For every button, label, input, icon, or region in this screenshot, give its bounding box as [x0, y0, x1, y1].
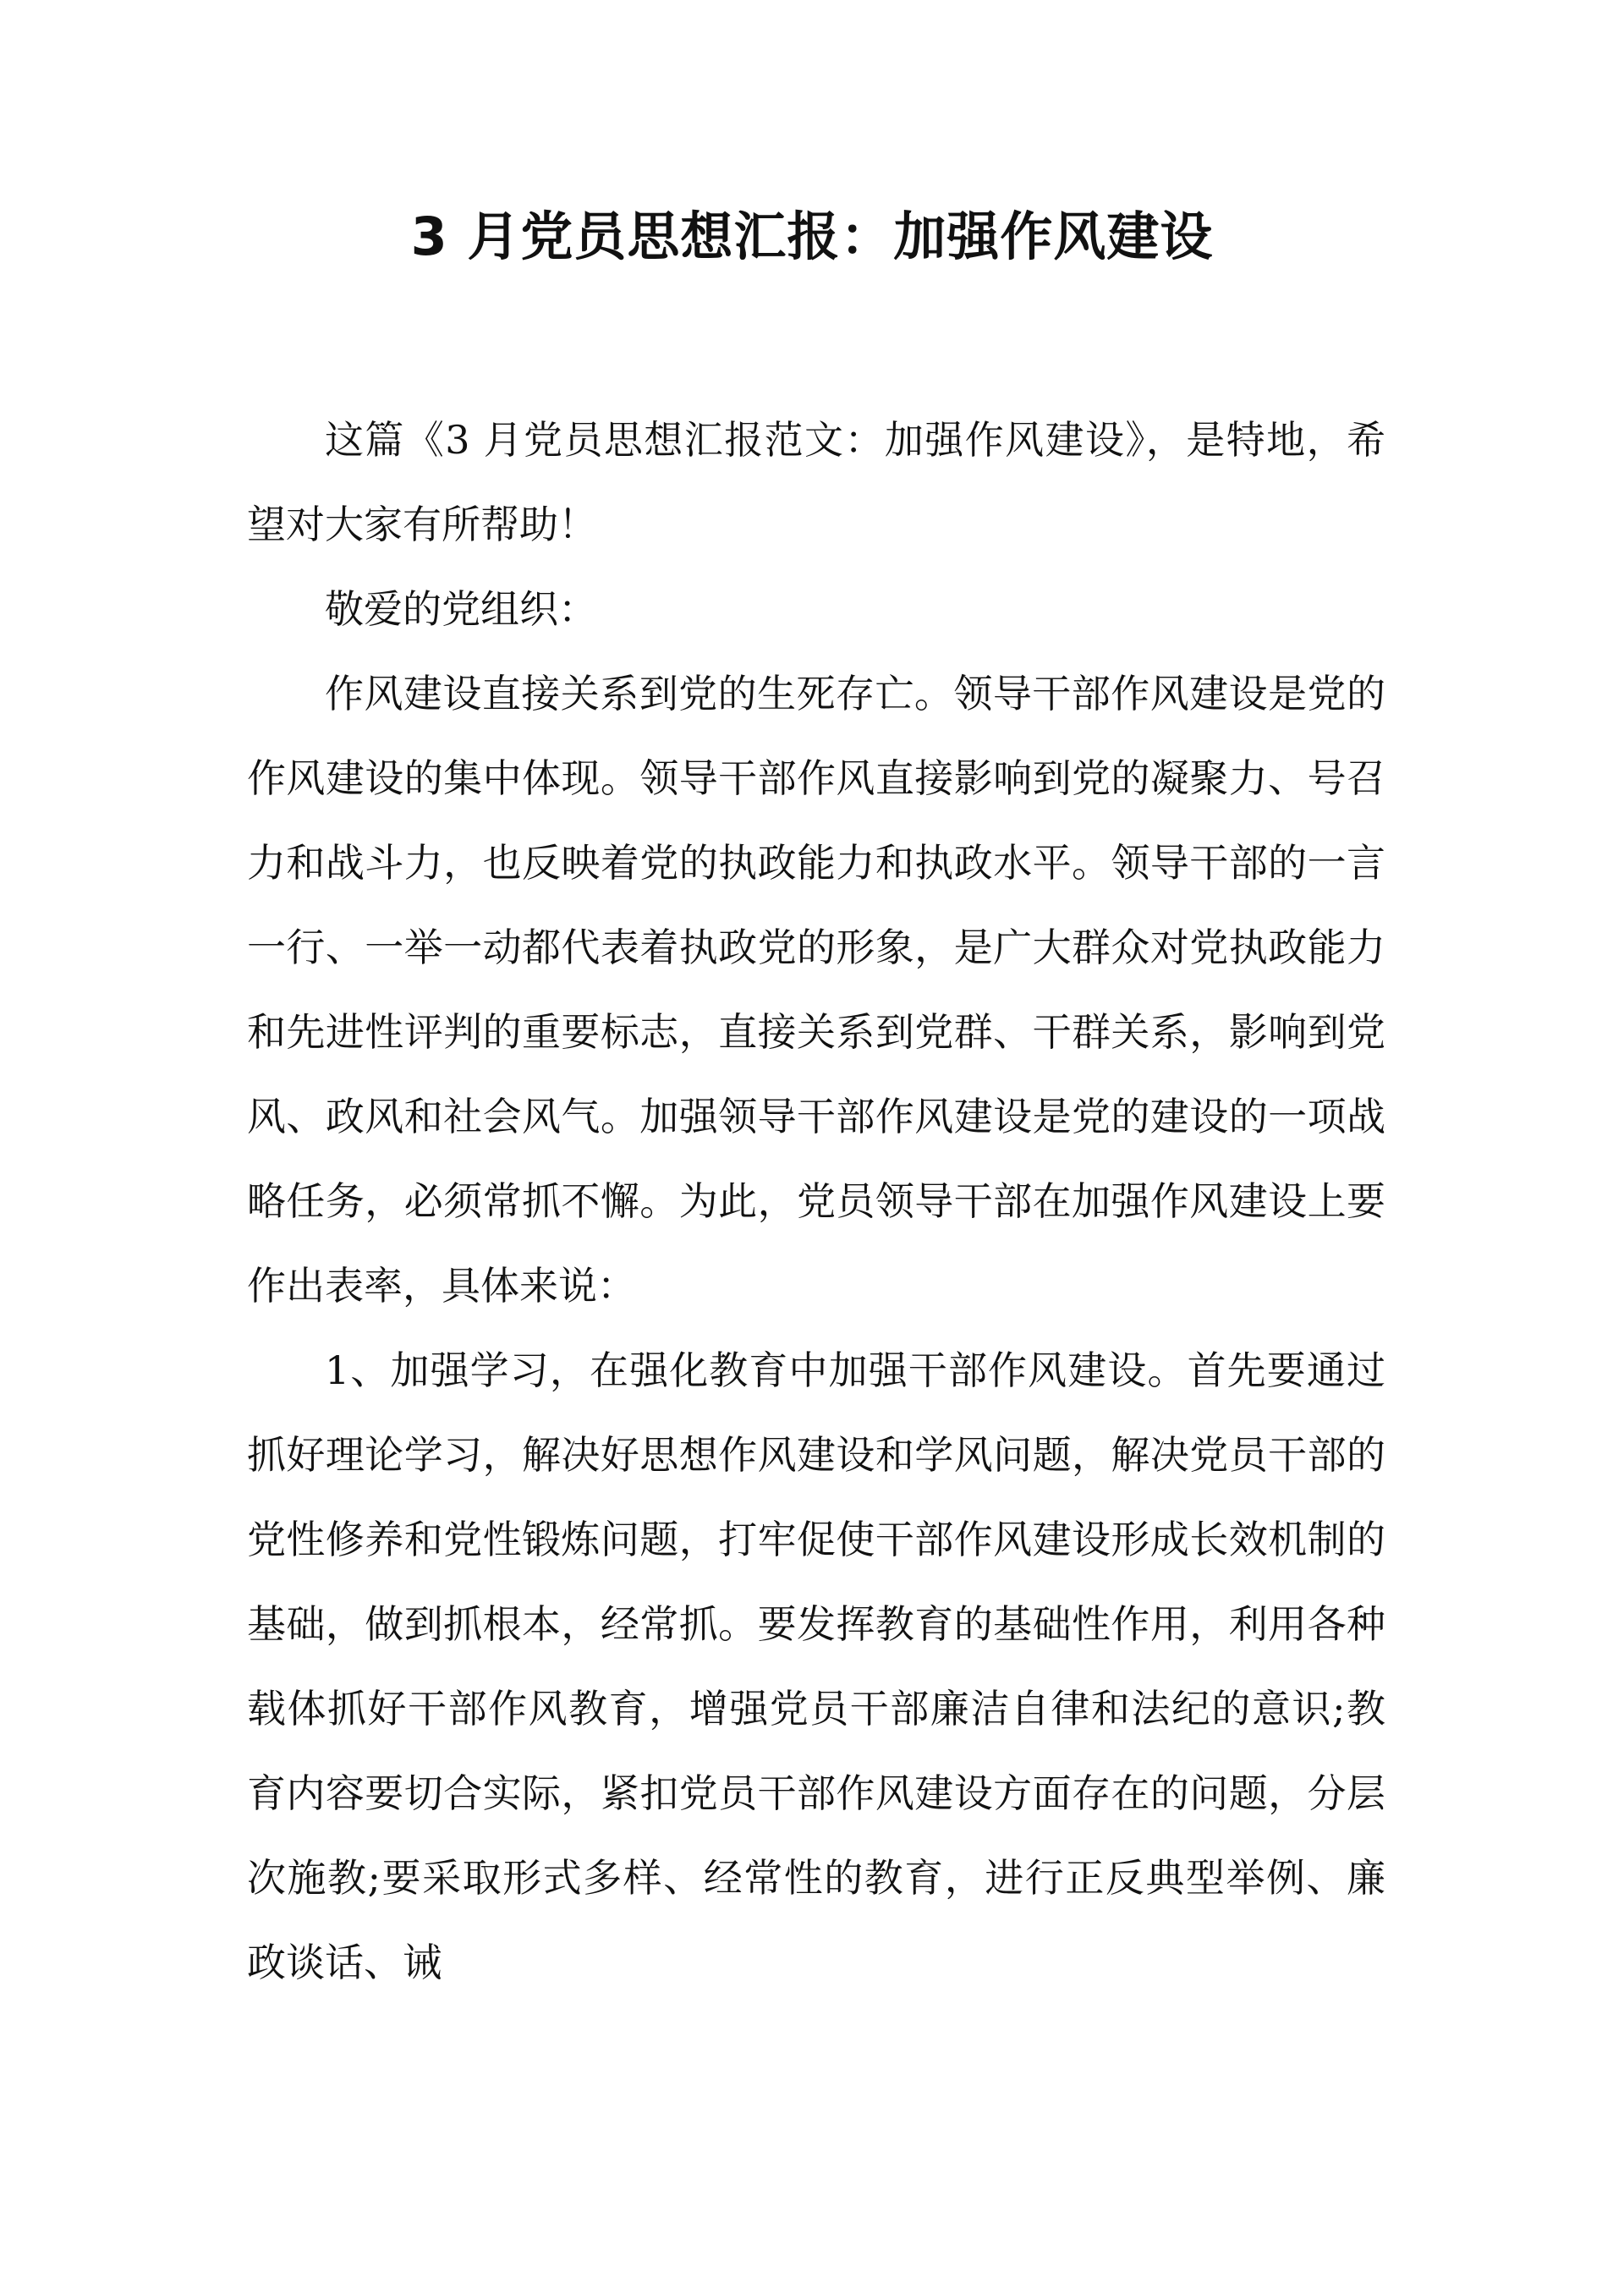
document-body: [247, 398, 1385, 2005]
paragraph-point-1: 1、加强学习，在强化教育中加强干部作风建设。首先要通过抓好理论学习，解决好思想作风建设和学风问题，解决党员干部的党性修养和党性锻炼问题，打牢促使干部作风建设形成长效机制的基础，做到抓根本，经常抓。要发挥教育的基础性作用，利用各种载体抓好干部作风教育，增强党员干部廉洁自律和法纪的意识;教育内容要切合实际，紧扣党员干部作风建设方面存在的问题，分层次施教;要采取形式多样、经常性的教育，进行正反典型举例、廉政谈话、诫: [247, 1347, 1385, 1985]
document-title: 3 月党员思想汇报：加强作风建设: [410, 206, 1214, 267]
paragraph-main: 作风建设直接关系到党的生死存亡。领导干部作风建设是党的作风建设的集中体现。领导干部作风直接影响到党的凝聚力、号召力和战斗力，也反映着党的执政能力和执政水平。领导干部的一言一行、一举一动都代表着执政党的形象，是广大群众对党执政能力和先进性评判的重要标志，直接关系到党群、干群关系，影响到党风、政风和社会风气。加强领导干部作风建设是党的建设的一项战略任务，必须常抓不懈。为此，党员领导干部在加强作风建设上要作出表率，具体来说：: [247, 671, 1385, 1309]
paragraph-intro: 这篇《3 月党员思想汇报范文：加强作风建设》，是特地，希望对大家有所帮助！: [247, 417, 1385, 547]
paragraph-salutation: 敬爱的党组织：: [325, 586, 597, 632]
